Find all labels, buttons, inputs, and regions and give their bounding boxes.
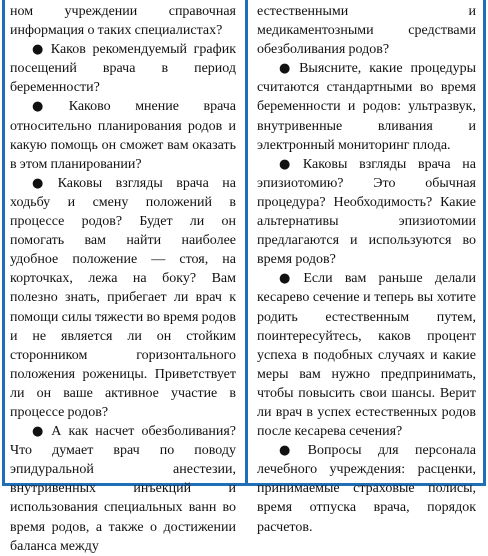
bullet-icon: ●	[32, 175, 54, 191]
paragraph-text: ном учреждении справочная информация о таких специалистах?	[10, 4, 236, 39]
bullet-item	[257, 441, 476, 536]
column-divider	[245, 0, 248, 486]
bullet-text: Вопросы для персонала лечебного учреждения: расценки, принимаемые страховые полисы, время отпуска врача, порядок расчетов.	[257, 443, 477, 535]
bullet-item	[257, 269, 476, 441]
bullet-text: А как насчет обезболивания? Что думает врач по поводу эпидуральной анестезии, внутривенных инъекций и использования специальных ванн во время родов, а также о достижении баланса между	[10, 424, 236, 554]
bullet-icon: ●	[279, 61, 296, 77]
bullet-text: Каковы взгляды врача на эпизиотомию? Это обычная процедура? Необходимость? Какие альтернативы эпизиотомии предлагаются и используются во время родов?	[257, 156, 476, 268]
bullet-text: Если вам раньше делали кесарево сечение и теперь вы хотите родить естественным путем, поинтересуйтесь, каков процент успеха в подобных случаях и какие меры вам нужно предпринимать, чтобы повысить свои шансы. Верит ли врач в успех естественных родов после кесарева сечения?	[257, 271, 477, 440]
right-column	[257, 2, 476, 537]
bullet-text: Выясните, какие процедуры считаются стандартными во время беременности и родов: ультразвук, внутривенные вливания и электронный мониторинг плода.	[257, 61, 477, 153]
paragraph-text: естественными и медикаментозными средствами обезболивания родов?	[257, 4, 476, 58]
bullet-item	[257, 59, 476, 154]
bullet-item	[10, 422, 236, 556]
paragraph	[10, 2, 236, 40]
bullet-item	[10, 97, 236, 173]
bullet-item	[257, 155, 476, 270]
bullet-item	[10, 174, 236, 422]
bullet-icon: ●	[279, 443, 304, 459]
bullet-icon: ●	[279, 271, 300, 287]
paragraph	[257, 2, 476, 59]
bullet-icon: ●	[32, 42, 47, 58]
bullet-item	[10, 40, 236, 97]
bullet-icon: ●	[32, 424, 48, 440]
bullet-icon: ●	[279, 156, 299, 172]
bullet-icon: ●	[32, 99, 65, 115]
bullet-text: Каково мнение врача относительно планирования родов и какую помощь он сможет вам оказать в этом планировании?	[10, 99, 237, 172]
left-column	[10, 2, 236, 556]
bullet-text: Каковы взгляды врача на ходьбу и смену положений в процессе родов? Будет ли он помогать вам найти наиболее удобное положение — стоя, на корточках, лежа на боку? Вам полезно знать, прибегает ли врач к помощи силы тяжести во время родов и не является ли он стойким сторонником горизонтального положения роженицы. Приветствует ли он ваше активное участие в процессе родов?	[10, 175, 236, 420]
bullet-text: Каков рекомендуемый график посещений врача в период беременности?	[10, 42, 236, 96]
